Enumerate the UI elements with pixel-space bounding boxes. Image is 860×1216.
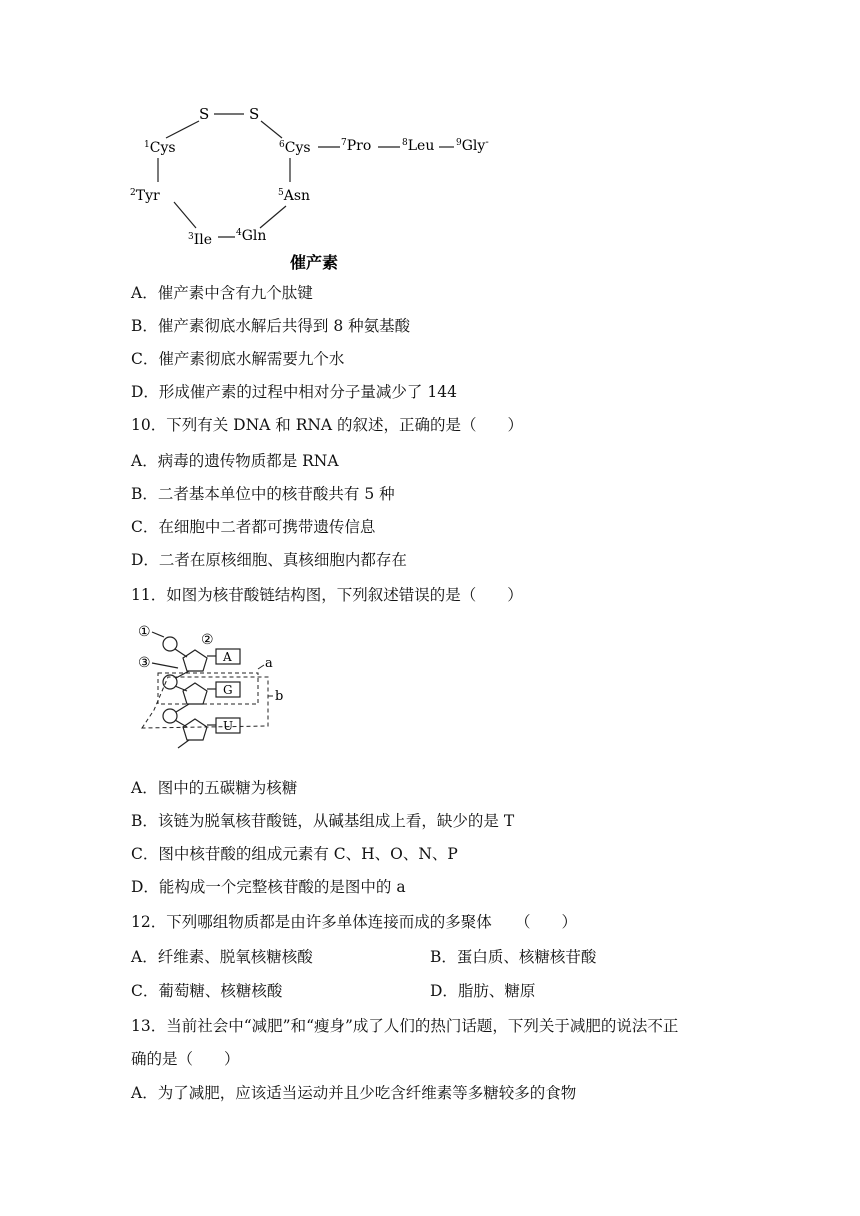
q11-option-b: B．该链为脱氧核苷酸链，从碱基组成上看，缺少的是 T: [131, 812, 515, 830]
q10-option-b: B．二者基本单位中的核苷酸共有 5 种: [131, 485, 395, 503]
q12-stem: 12．下列哪组物质都是由许多单体连接而成的多聚体 （ ）: [131, 913, 577, 931]
q12-option-c: C．葡萄糖、核糖核酸: [131, 982, 283, 1000]
q13-option-a: A．为了减肥，应该适当运动并且少吃含纤维素等多糖较多的食物: [131, 1084, 577, 1102]
marker-3: ③: [138, 655, 151, 671]
q10-stem: 10．下列有关 DNA 和 RNA 的叙述，正确的是（ ）: [131, 416, 524, 434]
residue-9: $^9$Gly-: [456, 137, 489, 154]
figure1-caption: 催产素: [290, 253, 339, 272]
q10-option-d: D．二者在原核细胞、真核细胞内都存在: [131, 551, 407, 569]
residue-5: $^5$Asn: [278, 188, 311, 204]
q11-option-c: C．图中核苷酸的组成元素有 C、H、O、N、P: [131, 845, 458, 863]
q13-stem-line2: 确的是（ ）: [131, 1050, 240, 1068]
q11-stem: 11．如图为核苷酸链结构图，下列叙述错误的是（ ）: [131, 586, 523, 604]
sulfur-left-label: S: [199, 105, 210, 123]
base-2: G: [223, 683, 233, 697]
marker-2: ②: [201, 632, 214, 648]
q12-option-a: A．纤维素、脱氧核糖核酸: [131, 948, 313, 966]
residue-6: $^6$Cys: [279, 140, 311, 156]
residue-4: $^4$Gln: [236, 228, 267, 244]
q9-option-b: B．催产素彻底水解后共得到 8 种氨基酸: [131, 317, 411, 335]
q11-option-d: D．能构成一个完整核苷酸的是图中的 a: [131, 878, 406, 896]
q9-option-d: D．形成催产素的过程中相对分子量减少了 144: [131, 383, 457, 401]
q12-option-b: B．蛋白质、核糖核苷酸: [430, 948, 597, 966]
residue-7: $^7$Pro: [341, 138, 372, 154]
q9-option-a: A．催产素中含有九个肽键: [131, 284, 313, 302]
base-3: U: [223, 719, 234, 733]
nucleotide-chain-figure: [132, 620, 302, 760]
residue-3: $^3$Ile: [188, 232, 213, 248]
q12-option-d: D．脂肪、糖原: [430, 982, 536, 1000]
marker-1: ①: [138, 624, 151, 640]
q11-option-a: A．图中的五碳糖为核糖: [131, 779, 298, 797]
label-a: a: [265, 656, 273, 671]
label-b: b: [275, 689, 284, 704]
sulfur-right-label: S: [249, 105, 260, 123]
residue-1: $^1$Cys: [144, 140, 176, 156]
q9-option-c: C．催产素彻底水解需要九个水: [131, 350, 345, 368]
residue-8: $^8$Leu: [402, 138, 435, 154]
oxytocin-structure-figure: [128, 94, 528, 276]
residue-2: $^2$Tyr: [130, 188, 160, 204]
q10-option-c: C．在细胞中二者都可携带遗传信息: [131, 518, 376, 536]
q13-stem-line1: 13．当前社会中“减肥”和“瘦身”成了人们的热门话题，下列关于减肥的说法不正: [131, 1017, 679, 1035]
q10-option-a: A．病毒的遗传物质都是 RNA: [131, 452, 339, 470]
base-1: A: [223, 650, 232, 664]
